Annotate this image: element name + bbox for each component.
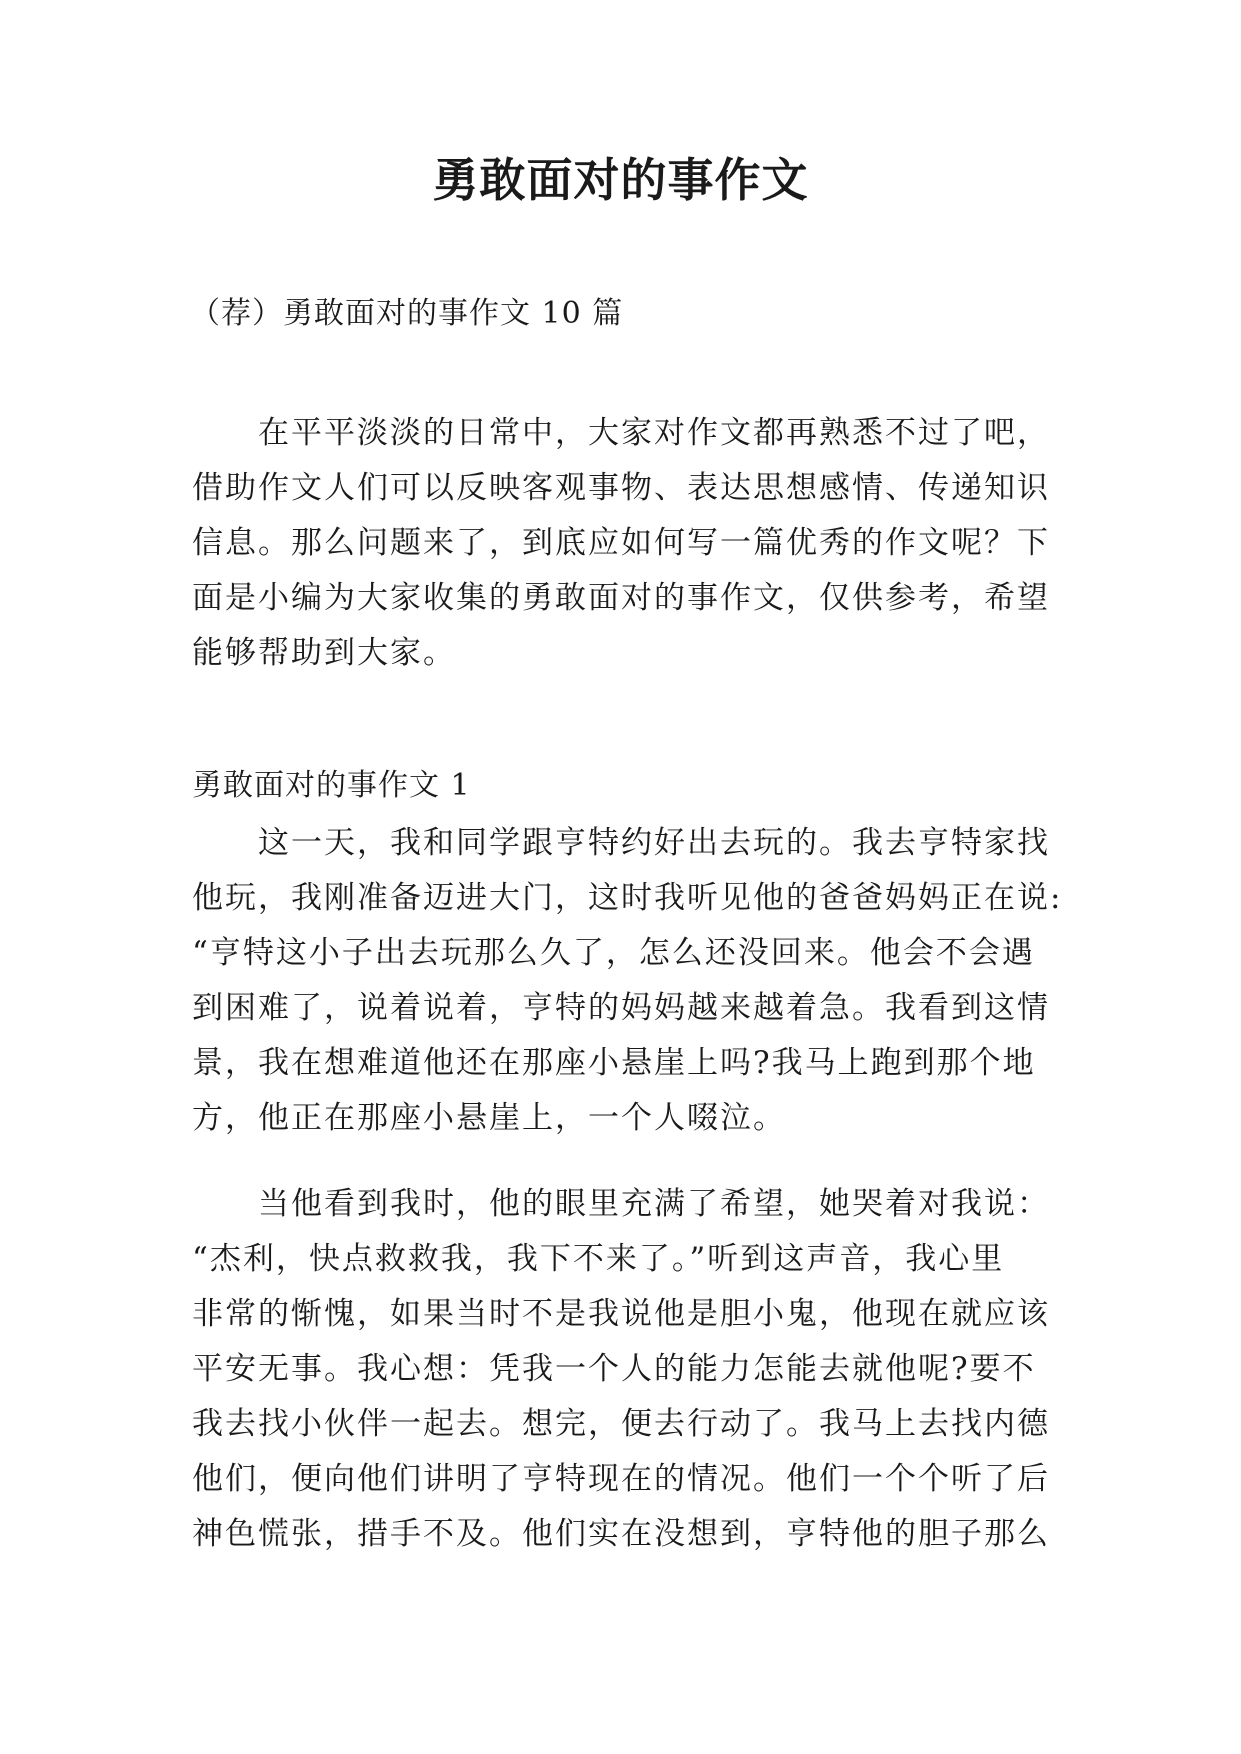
intro-line: 借助作文人们可以反映客观事物、表达思想感情、传递知识 bbox=[192, 470, 1050, 506]
body-line: 他玩，我刚准备迈进大门，这时我听见他的爸爸妈妈正在说: bbox=[192, 880, 1063, 916]
body-line: “杰利，快点救救我，我下不来了。”听到这声音，我心里 bbox=[192, 1241, 1005, 1277]
body-line: 当他看到我时，他的眼里充满了希望，她哭着对我说： bbox=[192, 1186, 1050, 1222]
intro-line: 面是小编为大家收集的勇敢面对的事作文，仅供参考，希望 bbox=[192, 580, 1050, 616]
body-line: 景，我在想难道他还在那座小悬崖上吗?我马上跑到那个地 bbox=[192, 1045, 1036, 1081]
body-line: 我去找小伙伴一起去。想完，便去行动了。我马上去找内德 bbox=[192, 1406, 1050, 1442]
body-paragraph-2 bbox=[192, 1177, 1052, 1562]
intro-line: 能够帮助到大家。 bbox=[192, 635, 456, 671]
body-line: 他们，便向他们讲明了亨特现在的情况。他们一个个听了后 bbox=[192, 1461, 1050, 1497]
body-line: 到困难了，说着说着，亨特的妈妈越来越着急。我看到这情 bbox=[192, 990, 1050, 1026]
body-line: 这一天，我和同学跟亨特约好出去玩的。我去亨特家找 bbox=[192, 825, 1050, 861]
section-heading: 勇敢面对的事作文 1 bbox=[192, 768, 471, 803]
body-line: 非常的惭愧，如果当时不是我说他是胆小鬼，他现在就应该 bbox=[192, 1296, 1050, 1332]
intro-line: 在平平淡淡的日常中，大家对作文都再熟悉不过了吧， bbox=[192, 415, 1050, 451]
body-line: 方，他正在那座小悬崖上，一个人啜泣。 bbox=[192, 1100, 786, 1136]
document-subtitle: （荐）勇敢面对的事作文 10 篇 bbox=[190, 296, 624, 331]
body-line: “亨特这小子出去玩那么久了，怎么还没回来。他会不会遇 bbox=[192, 935, 1035, 971]
intro-paragraph bbox=[192, 406, 1052, 681]
intro-line: 信息。那么问题来了，到底应如何写一篇优秀的作文呢？下 bbox=[192, 525, 1050, 561]
body-line: 神色慌张，措手不及。他们实在没想到，亨特他的胆子那么 bbox=[192, 1516, 1050, 1552]
document-title: 勇敢面对的事作文 bbox=[432, 153, 809, 207]
body-paragraph-1 bbox=[192, 816, 1063, 1146]
body-line: 平安无事。我心想：凭我一个人的能力怎能去就他呢?要不 bbox=[192, 1351, 1036, 1387]
